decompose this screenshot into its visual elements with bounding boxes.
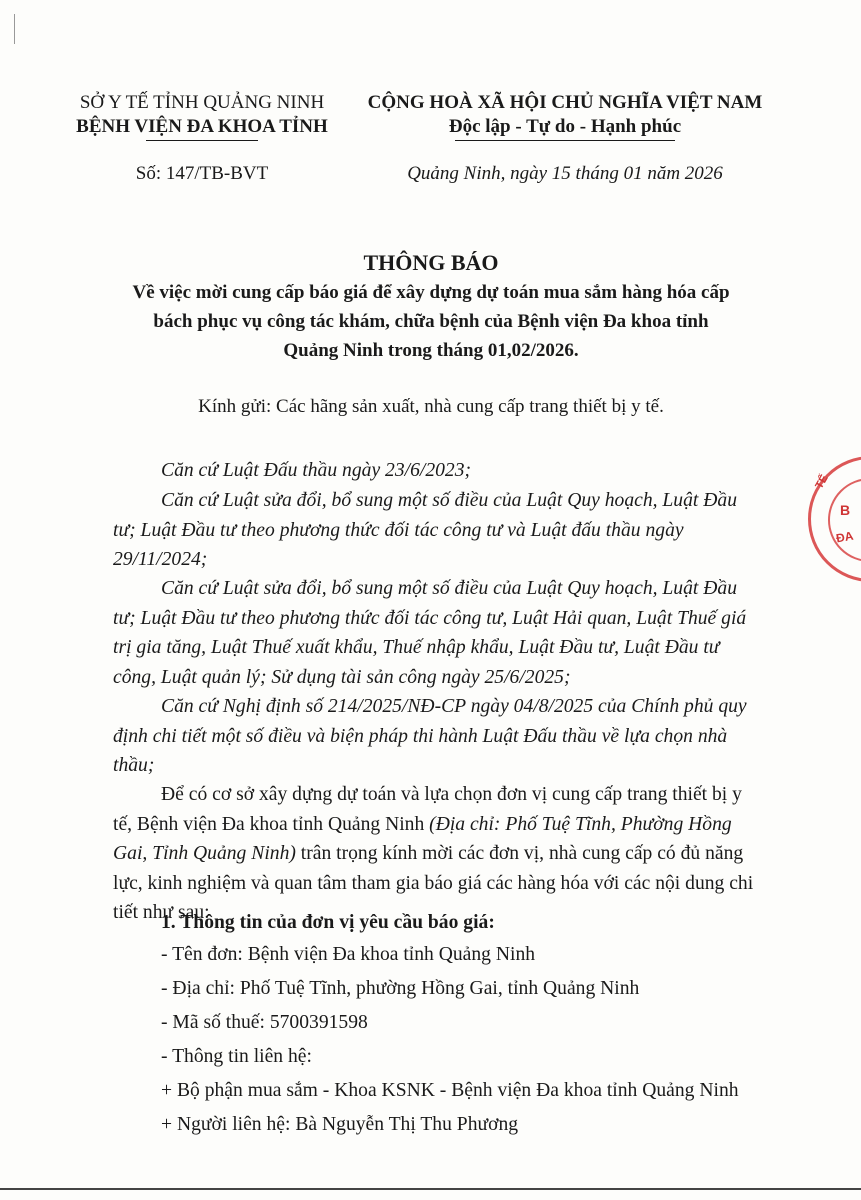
intro-line-1: Để có cơ sở xây dựng dự toán và lựa chọn đơn vị cung cấp trang thiết bị y bbox=[161, 784, 742, 805]
legal-basis-2-line-1: Căn cứ Luật sửa đổi, bổ sung một số điều của Luật Quy hoạch, Luật Đầu bbox=[161, 490, 737, 511]
seal-text-3: ĐA bbox=[834, 528, 855, 546]
legal-basis-3-line-3: trị gia tăng, Luật Thuế xuất khẩu, Thuế nhập khẩu, Luật Đầu tư, Luật Đầu tư bbox=[113, 637, 720, 658]
org-name: BỆNH VIỆN ĐA KHOA TỈNH bbox=[76, 116, 328, 137]
doc-number: Số: 147/TB-BVT bbox=[135, 163, 269, 184]
section-1-heading: 1. Thông tin của đơn vị yêu cầu báo giá: bbox=[161, 912, 495, 933]
intro-line-3-text: trân trọng kính mời các đơn vị, nhà cung cấp có đủ năng bbox=[295, 843, 744, 864]
legal-basis-3-line-1: Căn cứ Luật sửa đổi, bổ sung một số điều của Luật Quy hoạch, Luật Đầu bbox=[161, 578, 737, 599]
subtitle-line-2: bách phục vụ công tác khám, chữa bệnh của Bệnh viện Đa khoa tỉnh bbox=[153, 311, 709, 332]
motto: Độc lập - Tự do - Hạnh phúc bbox=[448, 116, 682, 137]
info-contact: - Thông tin liên hệ: bbox=[161, 1046, 312, 1067]
page-bottom-edge bbox=[0, 1188, 861, 1190]
scan-edge-mark bbox=[14, 14, 21, 44]
intro-line-2-text: tế, Bệnh viện Đa khoa tỉnh Quảng Ninh bbox=[113, 813, 430, 835]
subtitle-line-1: Về việc mời cung cấp báo giá để xây dựng dự toán mua sắm hàng hóa cấp bbox=[132, 282, 730, 303]
legal-basis-3-line-4: công, Luật quản lý; Sử dụng tài sản công ngày 25/6/2025; bbox=[113, 666, 571, 688]
motto-underline bbox=[455, 140, 675, 141]
intro-address-part-2: Gai, Tỉnh Quảng Ninh) bbox=[113, 843, 296, 864]
legal-basis-2-line-2: tư; Luật Đầu tư theo phương thức đối tác công tư và Luật đấu thầu ngày bbox=[113, 519, 684, 541]
legal-basis-3 bbox=[113, 574, 747, 692]
info-tax-code: - Mã số thuế: 5700391598 bbox=[161, 1012, 368, 1033]
intro-address-part-1: (Địa chỉ: Phố Tuệ Tĩnh, Phường Hồng bbox=[429, 813, 732, 835]
org-underline bbox=[146, 140, 258, 141]
legal-basis-4 bbox=[113, 692, 747, 781]
info-name: - Tên đơn: Bệnh viện Đa khoa tỉnh Quảng Ninh bbox=[161, 944, 536, 965]
intro-paragraph bbox=[113, 780, 754, 928]
legal-basis-4-line-1: Căn cứ Nghị định số 214/2025/NĐ-CP ngày 04/8/2025 của Chính phủ quy bbox=[161, 696, 747, 717]
legal-basis-1-line-1: Căn cứ Luật Đấu thầu ngày 23/6/2023; bbox=[161, 460, 472, 481]
info-contact-person: + Người liên hệ: Bà Nguyễn Thị Thu Phương bbox=[161, 1114, 519, 1135]
intro-line-4: lực, kinh nghiệm và quan tâm tham gia báo giá các hàng hóa với các nội dung chi bbox=[113, 872, 754, 894]
info-department: + Bộ phận mua sắm - Khoa KSNK - Bệnh viện Đa khoa tỉnh Quảng Ninh bbox=[161, 1080, 739, 1101]
legal-basis-3-line-2: tư; Luật Đầu tư theo phương thức đối tác công tư, Luật Hải quan, Luật Thuế giá bbox=[113, 607, 747, 629]
org-parent: SỞ Y TẾ TỈNH QUẢNG NINH bbox=[79, 92, 325, 113]
place-date: Quảng Ninh, ngày 15 tháng 01 năm 2026 bbox=[407, 163, 723, 184]
legal-basis-1 bbox=[113, 456, 733, 486]
recipient: Kính gửi: Các hãng sản xuất, nhà cung cấp trang thiết bị y tế. bbox=[198, 396, 664, 417]
legal-basis-4-line-2: định chi tiết một số điều và biện pháp thi hành Luật Đấu thầu về lựa chọn nhà bbox=[113, 725, 728, 747]
legal-basis-2 bbox=[113, 486, 737, 575]
intro-line-3 bbox=[113, 839, 744, 869]
nation-title: CỘNG HOÀ XÃ HỘI CHỦ NGHĨA VIỆT NAM bbox=[367, 92, 763, 113]
doc-title: THÔNG BÁO bbox=[363, 250, 499, 275]
seal-text-2: B bbox=[840, 502, 851, 518]
intro-line-5: tiết như sau: bbox=[113, 902, 210, 923]
subtitle-line-3: Quảng Ninh trong tháng 01,02/2026. bbox=[283, 340, 579, 361]
seal-text-1: TẾ bbox=[813, 472, 831, 492]
legal-basis-4-line-3: thầu; bbox=[113, 755, 155, 776]
info-address: - Địa chỉ: Phố Tuệ Tĩnh, phường Hồng Gai, tỉnh Quảng Ninh bbox=[161, 978, 640, 999]
legal-basis-2-line-3: 29/11/2024; bbox=[113, 549, 208, 570]
intro-line-2 bbox=[113, 810, 733, 840]
